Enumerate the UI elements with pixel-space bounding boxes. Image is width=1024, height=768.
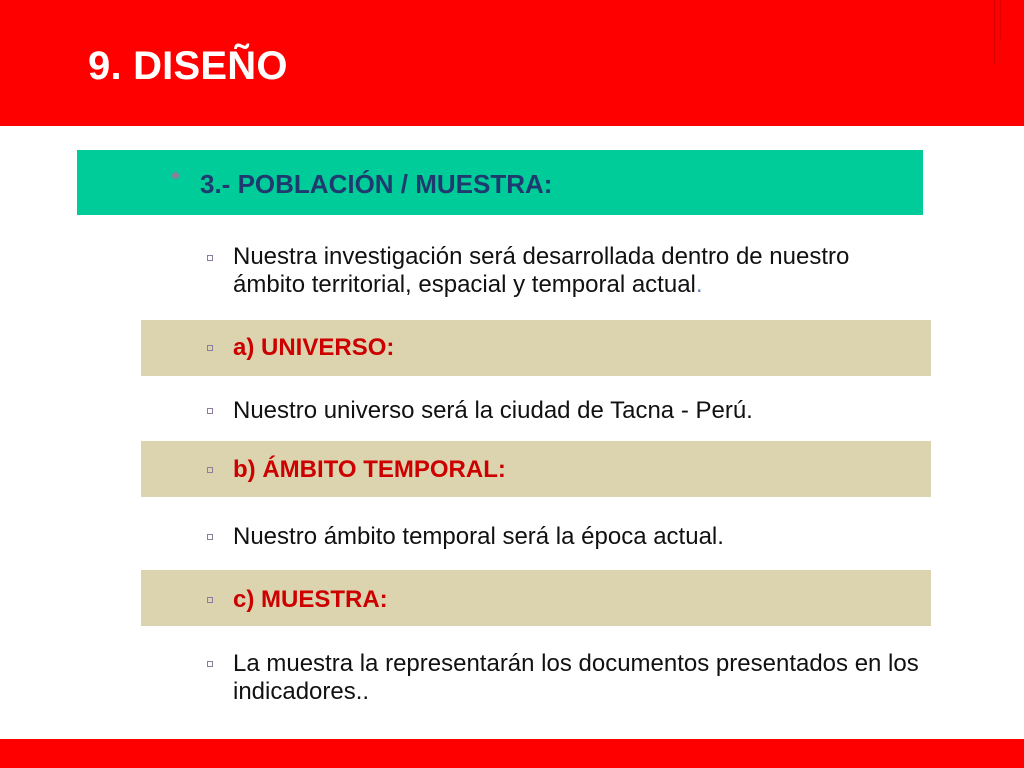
header-divider-secondary: [1000, 0, 1001, 40]
header-band: [0, 0, 1024, 126]
subheading-universo: a) UNIVERSO:: [233, 334, 395, 361]
bullet-dot-icon: [172, 172, 179, 179]
list-item-trailing: .: [695, 271, 703, 298]
header-divider: [994, 0, 995, 64]
list-item: Nuestro ámbito temporal será la época actual.: [233, 523, 724, 550]
square-bullet-icon: [207, 345, 213, 351]
footer-band: [0, 739, 1024, 768]
square-bullet-icon: [207, 408, 213, 414]
square-bullet-icon: [207, 255, 213, 261]
subheading-ambito-temporal: b) ÁMBITO TEMPORAL:: [233, 456, 506, 483]
section-heading: 3.- POBLACIÓN / MUESTRA:: [200, 169, 553, 199]
square-bullet-icon: [207, 534, 213, 540]
square-bullet-icon: [207, 661, 213, 667]
list-item: [233, 243, 923, 299]
square-bullet-icon: [207, 597, 213, 603]
list-item-text: Nuestra investigación será desarrollada dentro de nuestro ámbito territorial, espacial y temporal actual: [233, 243, 850, 298]
page-title: 9. DISEÑO: [88, 44, 288, 88]
subheading-muestra: c) MUESTRA:: [233, 586, 388, 613]
list-item: La muestra la representarán los documentos presentados en los indicadores..: [233, 650, 919, 705]
square-bullet-icon: [207, 467, 213, 473]
list-item: Nuestro universo será la ciudad de Tacna - Perú.: [233, 397, 753, 424]
